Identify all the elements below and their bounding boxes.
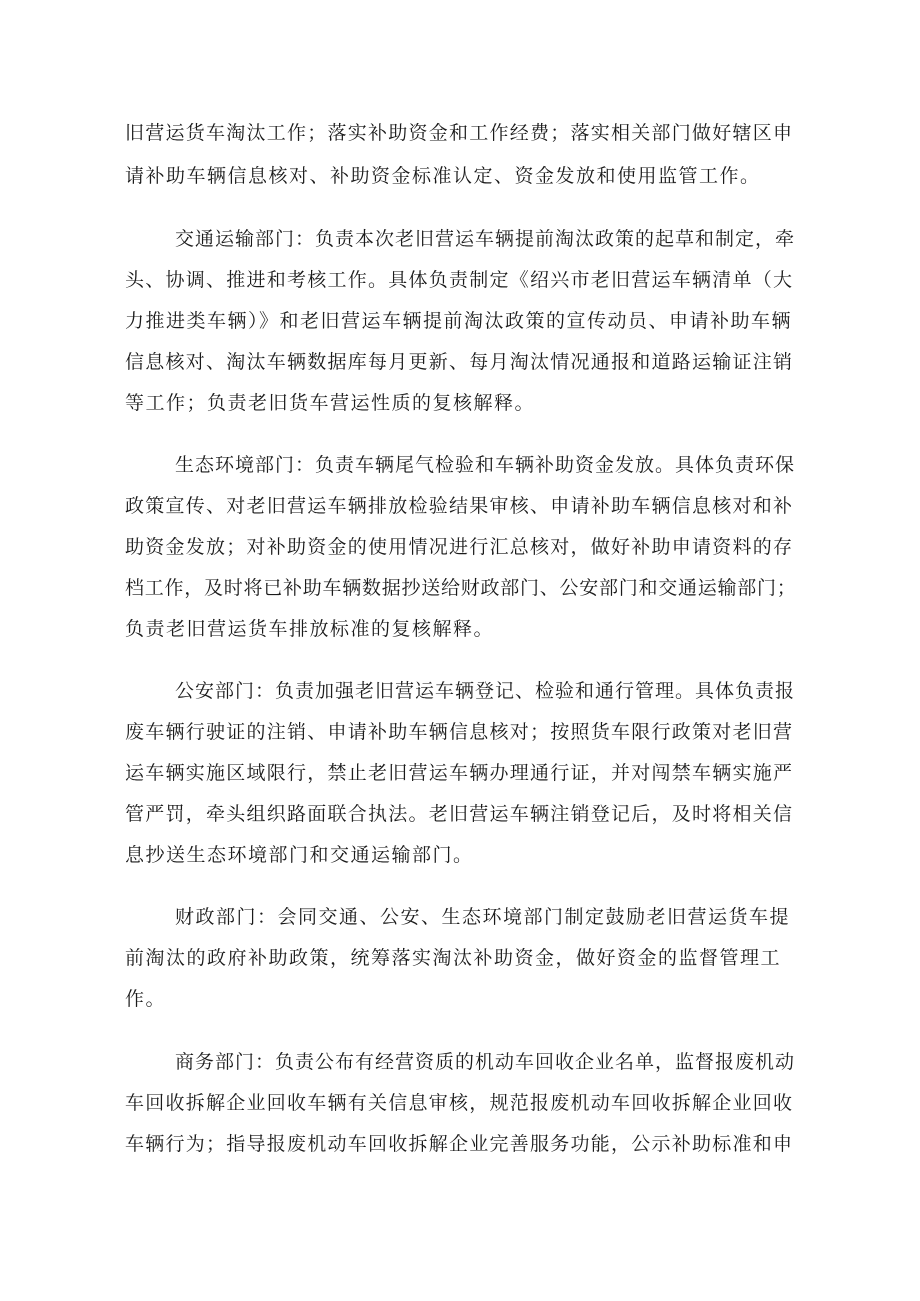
paragraph-commerce-line-3: 车辆行为；指导报废机动车回收拆解企业完善服务功能，公示补助标准和申 (125, 1133, 794, 1155)
paragraph-commerce-line-2: 车回收拆解企业回收车辆有关信息审核，规范报废机动车回收拆解企业回收 (125, 1092, 794, 1114)
paragraph-continuation-line-1: 旧营运货车淘汰工作；落实补助资金和工作经费；落实相关部门做好辖区申 (125, 122, 794, 144)
paragraph-transport-line-2: 头、协调、推进和考核工作。具体负责制定《绍兴市老旧营运车辆清单（大 (125, 269, 794, 291)
paragraph-police-line-4: 管严罚，牵头组织路面联合执法。老旧营运车辆注销登记后，及时将相关信 (125, 803, 794, 825)
paragraph-environment-line-2: 政策宣传、对老旧营运车辆排放检验结果审核、申请补助车辆信息核对和补 (125, 495, 794, 517)
paragraph-environment-line-5: 负责老旧营运货车排放标准的复核解释。 (125, 618, 495, 640)
paragraph-commerce-line-1: 商务部门：负责公布有经营资质的机动车回收企业名单，监督报废机动 (175, 1051, 796, 1073)
paragraph-environment-line-4: 档工作，及时将已补助车辆数据抄送给财政部门、公安部门和交通运输部门； (125, 577, 797, 599)
paragraph-transport-line-3: 力推进类车辆）》和老旧营运车辆提前淘汰政策的宣传动员、申请补助车辆 (125, 310, 793, 332)
paragraph-finance-line-2: 前淘汰的政府补助政策，统筹落实淘汰补助资金，做好资金的监督管理工 (125, 947, 782, 969)
paragraph-transport-line-4: 信息核对、淘汰车辆数据库每月更新、每月淘汰情况通报和道路运输证注销 (125, 351, 794, 373)
paragraph-police-line-3: 运车辆实施区域限行，禁止老旧营运车辆办理通行证，并对闯禁车辆实施严 (125, 762, 794, 784)
paragraph-police-line-5: 息抄送生态环境部门和交通运输部门。 (125, 844, 474, 866)
paragraph-environment-line-1: 生态环境部门：负责车辆尾气检验和车辆补助资金发放。具体负责环保 (175, 454, 796, 476)
paragraph-continuation-line-2: 请补助车辆信息核对、补助资金标准认定、资金发放和使用监管工作。 (125, 165, 761, 187)
paragraph-finance-line-1: 财政部门：会同交通、公安、生态环境部门制定鼓励老旧营运货车提 (175, 906, 791, 928)
paragraph-transport-line-1: 交通运输部门：负责本次老旧营运车辆提前淘汰政策的起草和制定，牵 (175, 228, 796, 250)
paragraph-environment-line-3: 助资金发放；对补助资金的使用情况进行汇总核对，做好补助申请资料的存 (125, 536, 794, 558)
paragraph-police-line-1: 公安部门：负责加强老旧营运车辆登记、检验和通行管理。具体负责报 (175, 680, 796, 702)
paragraph-finance-line-3: 作。 (125, 988, 167, 1010)
paragraph-police-line-2: 废车辆行驶证的注销、申请补助车辆信息核对；按照货车限行政策对老旧营 (125, 721, 794, 743)
paragraph-transport-line-5: 等工作；负责老旧货车营运性质的复核解释。 (125, 392, 536, 414)
